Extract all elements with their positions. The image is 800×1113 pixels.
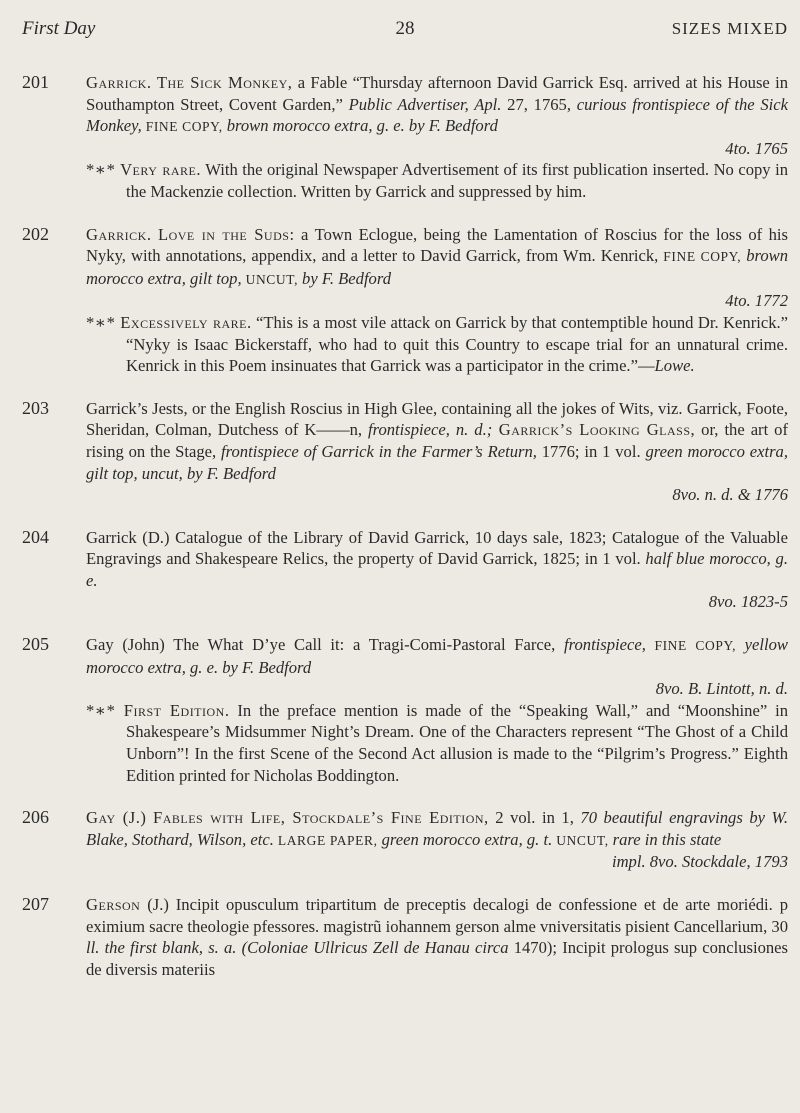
lot-size: 4to. 1765	[725, 138, 788, 158]
lot-binding: yellow morocco extra, g. e. by F. Bedford	[86, 635, 788, 677]
lot-text: a Fable “Thursday afternoon David Garrick Esq. arrived at his House in Southampton Street, Covent Garden,”	[86, 73, 788, 114]
lot-binder: by F. Bedford	[302, 268, 391, 288]
lot-copy: LARGE PAPER,	[273, 832, 382, 848]
note-text: With the original Newspaper Advertisement of its first publication inserted. No copy in the Mackenzie collection. Written by Garrick and suppressed by him.	[126, 160, 789, 201]
lot-size: 4to. 1772	[725, 291, 788, 311]
lot-size: 8vo. n. d. & 1776	[672, 485, 788, 505]
lot-entry	[22, 72, 788, 203]
lot-entry	[22, 527, 788, 613]
lot-text: 27, 1765,	[501, 94, 577, 114]
lot-copy: UNCUT,	[552, 832, 613, 848]
lot-note	[86, 700, 788, 786]
lot-entry	[22, 634, 788, 786]
header-day: First Day	[22, 18, 96, 39]
lot-description: ll. the first blank, s. a. (Coloniae Ullricus Zell de Hanau circa	[86, 938, 509, 958]
lot-title: Garrick’s Looking Glass,	[492, 420, 696, 440]
lot-text: 2 vol. in 1,	[488, 808, 581, 828]
lot-size: 8vo. B. Lintott, n. d.	[655, 679, 788, 699]
lot-text: Garrick (D.) Catalogue of the Library of David Garrick, 10 days sale, 1823; Catalogue of the Valuable Engravings and Shakespeare Relics, the property of David Garrick, 1825; in 1 vol.	[86, 527, 788, 569]
lot-copy: FINE COPY,	[141, 119, 227, 135]
lot-copy: FINE COPY,	[645, 638, 745, 654]
page-header	[22, 18, 788, 44]
lot-text: or, the art of rising on the Stage,	[86, 420, 788, 461]
lot-entry	[22, 398, 788, 506]
lot-author: Gay (J.)	[86, 808, 147, 828]
lot-number: 205	[22, 634, 49, 655]
lot-entry	[22, 224, 788, 377]
lot-copy: FINE COPY,	[658, 249, 747, 265]
lot-text: 1470); Incipit prologus sup conclusiones de diversis materiis	[86, 938, 788, 979]
lot-description: 70 beautiful engravings by W. Blake, Stothard, Wilson, etc.	[86, 808, 788, 849]
lot-entry	[22, 807, 788, 873]
lot-number: 204	[22, 526, 49, 547]
lot-text: (J.) Incipit opusculum tripartitum de preceptis decalogi de confessione et de arte moriédi. p eximium sacre theologie pfessores. magistrũ iohannem gerson alme vniversitatis pisient Cancellarium, 30	[86, 895, 788, 936]
lot-note	[86, 159, 788, 202]
lot-binding: green morocco extra, gilt top, uncut, by F. Bedford	[86, 441, 789, 483]
lot-number: 202	[22, 223, 49, 244]
lot-binding: brown morocco extra, gilt top,	[86, 246, 788, 288]
note-text: “This is a most vile attack on Garrick by that contemptible hound Dr. Kenrick.” “Nyky is Isaac Bickerstaff, who had to quit this Country to escape trial for an unnatural crime. Kenrick in this Poem insinuates that Garrick was a participator in the crime.”—	[126, 312, 789, 376]
lot-source: Public Advertiser, Apl.	[348, 94, 502, 114]
page-number: 28	[395, 18, 415, 39]
lot-binding: brown morocco extra, g. e. by F. Bedford	[226, 116, 498, 136]
lot-title: Fables with Life, Stockdale’s Fine Edition,	[152, 808, 489, 828]
lot-text: Garrick’s Jests, or the English Roscius in High Glee, containing all the jokes of Wits, viz. Garrick, Foote, Sheridan, Colman, Dutchess of K——n,	[86, 398, 788, 440]
lot-copy: UNCUT,	[241, 271, 303, 287]
header-section: SIZES MIXED	[671, 19, 788, 38]
lot-condition: rare in this state	[612, 829, 722, 849]
lot-number: 207	[22, 894, 49, 914]
catalogue-entries	[22, 72, 788, 1001]
lot-note	[86, 312, 788, 377]
lot-author: Gerson	[86, 895, 141, 914]
lot-description: curious frontispiece of the Sick Monkey,	[86, 94, 788, 136]
lot-text: a Town Eclogue, being the Lamentation of Roscius for the loss of his Nyky, with annotations, appendix, and a letter to David Garrick, from Wm. Kenrick,	[86, 224, 788, 266]
lot-binding: half blue morocco, g. e.	[86, 549, 788, 590]
lot-number: 206	[22, 807, 49, 828]
lot-author: Garrick.	[86, 224, 152, 244]
lot-entry	[22, 894, 788, 980]
lot-author: Garrick.	[86, 73, 152, 92]
lot-description: frontispiece, n. d.;	[368, 420, 493, 440]
lot-text: Gay (John) The What D’ye Call it: a Tragi-Comi-Pastoral Farce,	[86, 635, 565, 655]
lot-text: 1776; in 1 vol.	[536, 441, 646, 461]
lot-description: frontispiece,	[564, 635, 646, 655]
lot-number: 203	[22, 397, 49, 418]
note-signature: Lowe.	[654, 356, 695, 376]
lot-description: frontispiece of Garrick in the Farmer’s Return,	[221, 441, 537, 461]
lot-binding: green morocco extra, g. t.	[381, 829, 553, 849]
lot-title: Love in the Suds:	[157, 224, 295, 244]
note-lead: *∗* Very rare.	[86, 160, 202, 180]
note-lead: *∗* First Edition.	[86, 700, 230, 720]
lot-number: 201	[22, 72, 49, 92]
note-lead: *∗* Excessively rare.	[86, 312, 252, 332]
lot-title: The Sick Monkey,	[156, 73, 293, 92]
lot-size: impl. 8vo. Stockdale, 1793	[611, 852, 788, 872]
note-text: In the preface mention is made of the “Speaking Wall,” and “Moonshine” in Shakespeare’s Midsummer Night’s Dream. One of the Characters represent “The Ghost of a Child Unborn”! In the first Scene of the Second Act allusion is made to the “Pilgrim’s Progress.” Eighth Edition printed for Nicholas Boddington.	[126, 700, 788, 785]
lot-size: 8vo. 1823-5	[708, 592, 788, 612]
